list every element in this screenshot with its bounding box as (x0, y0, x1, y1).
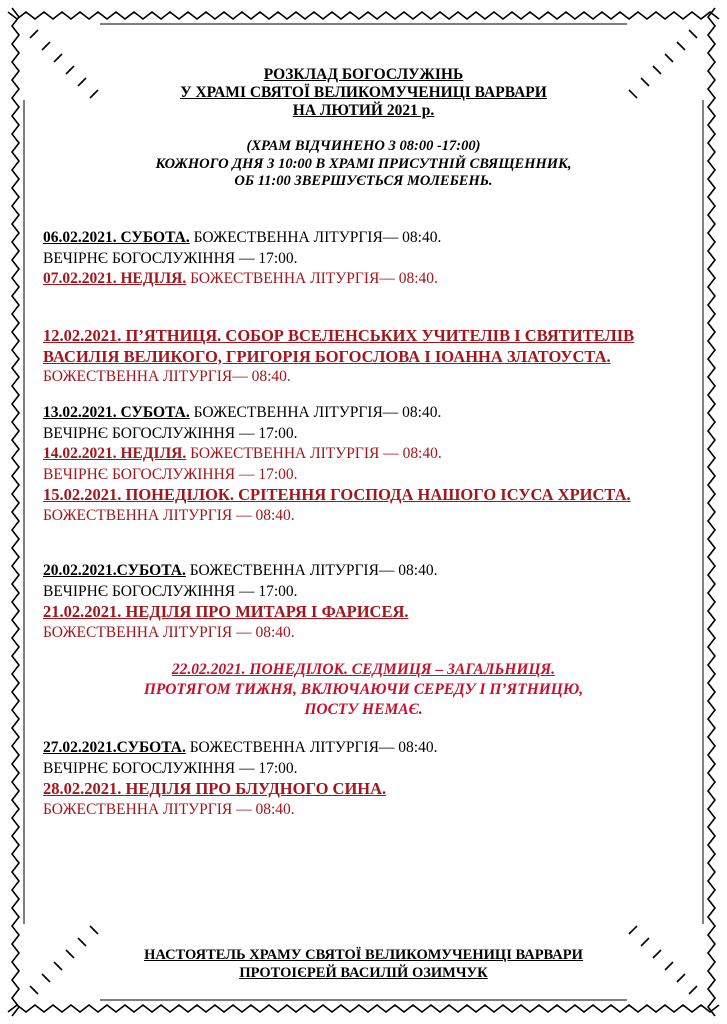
schedule-date: 07.02.2021. НЕДІЛЯ. (43, 270, 187, 287)
service-time: БОЖЕСТВЕННА ЛІТУРГІЯ — 08:40. (186, 445, 442, 462)
service-time: БОЖЕСТВЕННА ЛІТУРГІЯ— 08:40. (185, 739, 438, 756)
title-line-1: РОЗКЛАД БОГОСЛУЖІНЬ (263, 66, 464, 83)
fasting-notice-line: 22.02.2021. ПОНЕДІЛОК. СЕДМИЦЯ – ЗАГАЛЬНИЦЯ. (171, 661, 556, 678)
service-time: БОЖЕСТВЕННА ЛІТУРГІЯ— 08:40. (43, 368, 291, 385)
footer-line-1: НАСТОЯТЕЛЬ ХРАМУ СВЯТОЇ ВЕЛИКОМУЧЕНИЦІ ВАРВАРИ (144, 947, 583, 963)
opening-hours-notice (0, 138, 727, 191)
feast-heading: 15.02.2021. ПОНЕДІЛОК. СРІТЕННЯ ГОСПОДА НАШОГО ІСУСА ХРИСТА. (43, 485, 631, 504)
service-time: БОЖЕСТВЕННА ЛІТУРГІЯ— 08:40. (185, 562, 438, 579)
schedule-date: 14.02.2021. НЕДІЛЯ. (43, 445, 187, 462)
schedule-entry (43, 561, 437, 582)
service-time: ВЕЧІРНЄ БОГОСЛУЖІННЯ — 17:00. (43, 249, 298, 267)
schedule-block-6 (43, 738, 437, 820)
service-time: БОЖЕСТВЕННА ЛІТУРГІЯ — 08:40. (43, 800, 295, 818)
service-time: ВЕЧІРНЄ БОГОСЛУЖІННЯ — 17:00. (43, 582, 298, 600)
schedule-date: 06.02.2021. СУБОТА. (43, 229, 190, 246)
service-time: ВЕЧІРНЄ БОГОСЛУЖІННЯ — 17:00. (43, 424, 298, 442)
footer-line-2: ПРОТОІЄРЕЙ ВАСИЛІЙ ОЗИМЧУК (239, 965, 488, 981)
feast-heading: 12.02.2021. П’ЯТНИЦЯ. СОБОР ВСЕЛЕНСЬКИХ УЧИТЕЛІВ І СВЯТИТЕЛІВ (43, 326, 635, 345)
feast-heading: 28.02.2021. НЕДІЛЯ ПРО БЛУДНОГО СИНА. (43, 779, 387, 798)
schedule-entry (43, 403, 631, 424)
notice-line-2: КОЖНОГО ДНЯ З 10:00 В ХРАМІ ПРИСУТНІЙ СВЯЩЕННИК, (155, 155, 572, 172)
schedule-entry (43, 738, 437, 759)
schedule-entry (43, 228, 441, 249)
fasting-notice-line: ПОСТУ НЕМАЄ. (304, 701, 423, 718)
schedule-block-2 (43, 326, 634, 388)
service-time: БОЖЕСТВЕННА ЛІТУРГІЯ— 08:40. (189, 229, 442, 246)
notice-line-1: (ХРАМ ВІДЧИНЕНО З 08:00 -17:00) (246, 138, 481, 154)
service-time: БОЖЕСТВЕННА ЛІТУРГІЯ — 08:40. (43, 623, 295, 641)
fasting-notice-line: ПРОТЯГОМ ТИЖНЯ, ВКЛЮЧАЮЧИ СЕРЕДУ І П’ЯТНИЦЮ, (143, 681, 584, 698)
schedule-block-1 (43, 228, 441, 290)
schedule-block-4 (43, 561, 437, 643)
document-title (0, 66, 727, 120)
service-time: БОЖЕСТВЕННА ЛІТУРГІЯ— 08:40. (189, 404, 442, 421)
service-time: ВЕЧІРНЄ БОГОСЛУЖІННЯ — 17:00. (43, 759, 298, 777)
feast-heading: ВАСИЛІЯ ВЕЛИКОГО, ГРИГОРІЯ БОГОСЛОВА І ІОАННА ЗЛАТОУСТА. (43, 346, 611, 366)
schedule-block-3 (43, 403, 631, 526)
schedule-entry (43, 269, 441, 290)
service-time: ВЕЧІРНЄ БОГОСЛУЖІННЯ — 17:00. (43, 465, 298, 483)
feast-heading: 21.02.2021. НЕДІЛЯ ПРО МИТАРЯ І ФАРИСЕЯ. (43, 602, 409, 621)
notice-line-3: ОБ 11:00 ЗВЕРШУЄТЬСЯ МОЛЕБЕНЬ. (234, 173, 493, 189)
schedule-date: 20.02.2021.СУБОТА. (43, 562, 186, 579)
schedule-date: 13.02.2021. СУБОТА. (43, 404, 190, 421)
title-line-2: У ХРАМІ СВЯТОЇ ВЕЛИКОМУЧЕНИЦІ ВАРВАРИ (180, 84, 547, 101)
service-time: БОЖЕСТВЕННА ЛІТУРГІЯ— 08:40. (186, 270, 438, 287)
schedule-entry (43, 444, 631, 465)
title-line-3: НА ЛЮТИЙ 2021 р. (292, 102, 435, 119)
signature-block (0, 946, 727, 982)
schedule-date: 27.02.2021.СУБОТА. (43, 739, 186, 756)
fasting-notice (0, 660, 727, 720)
service-time: БОЖЕСТВЕННА ЛІТУРГІЯ — 08:40. (43, 506, 295, 524)
